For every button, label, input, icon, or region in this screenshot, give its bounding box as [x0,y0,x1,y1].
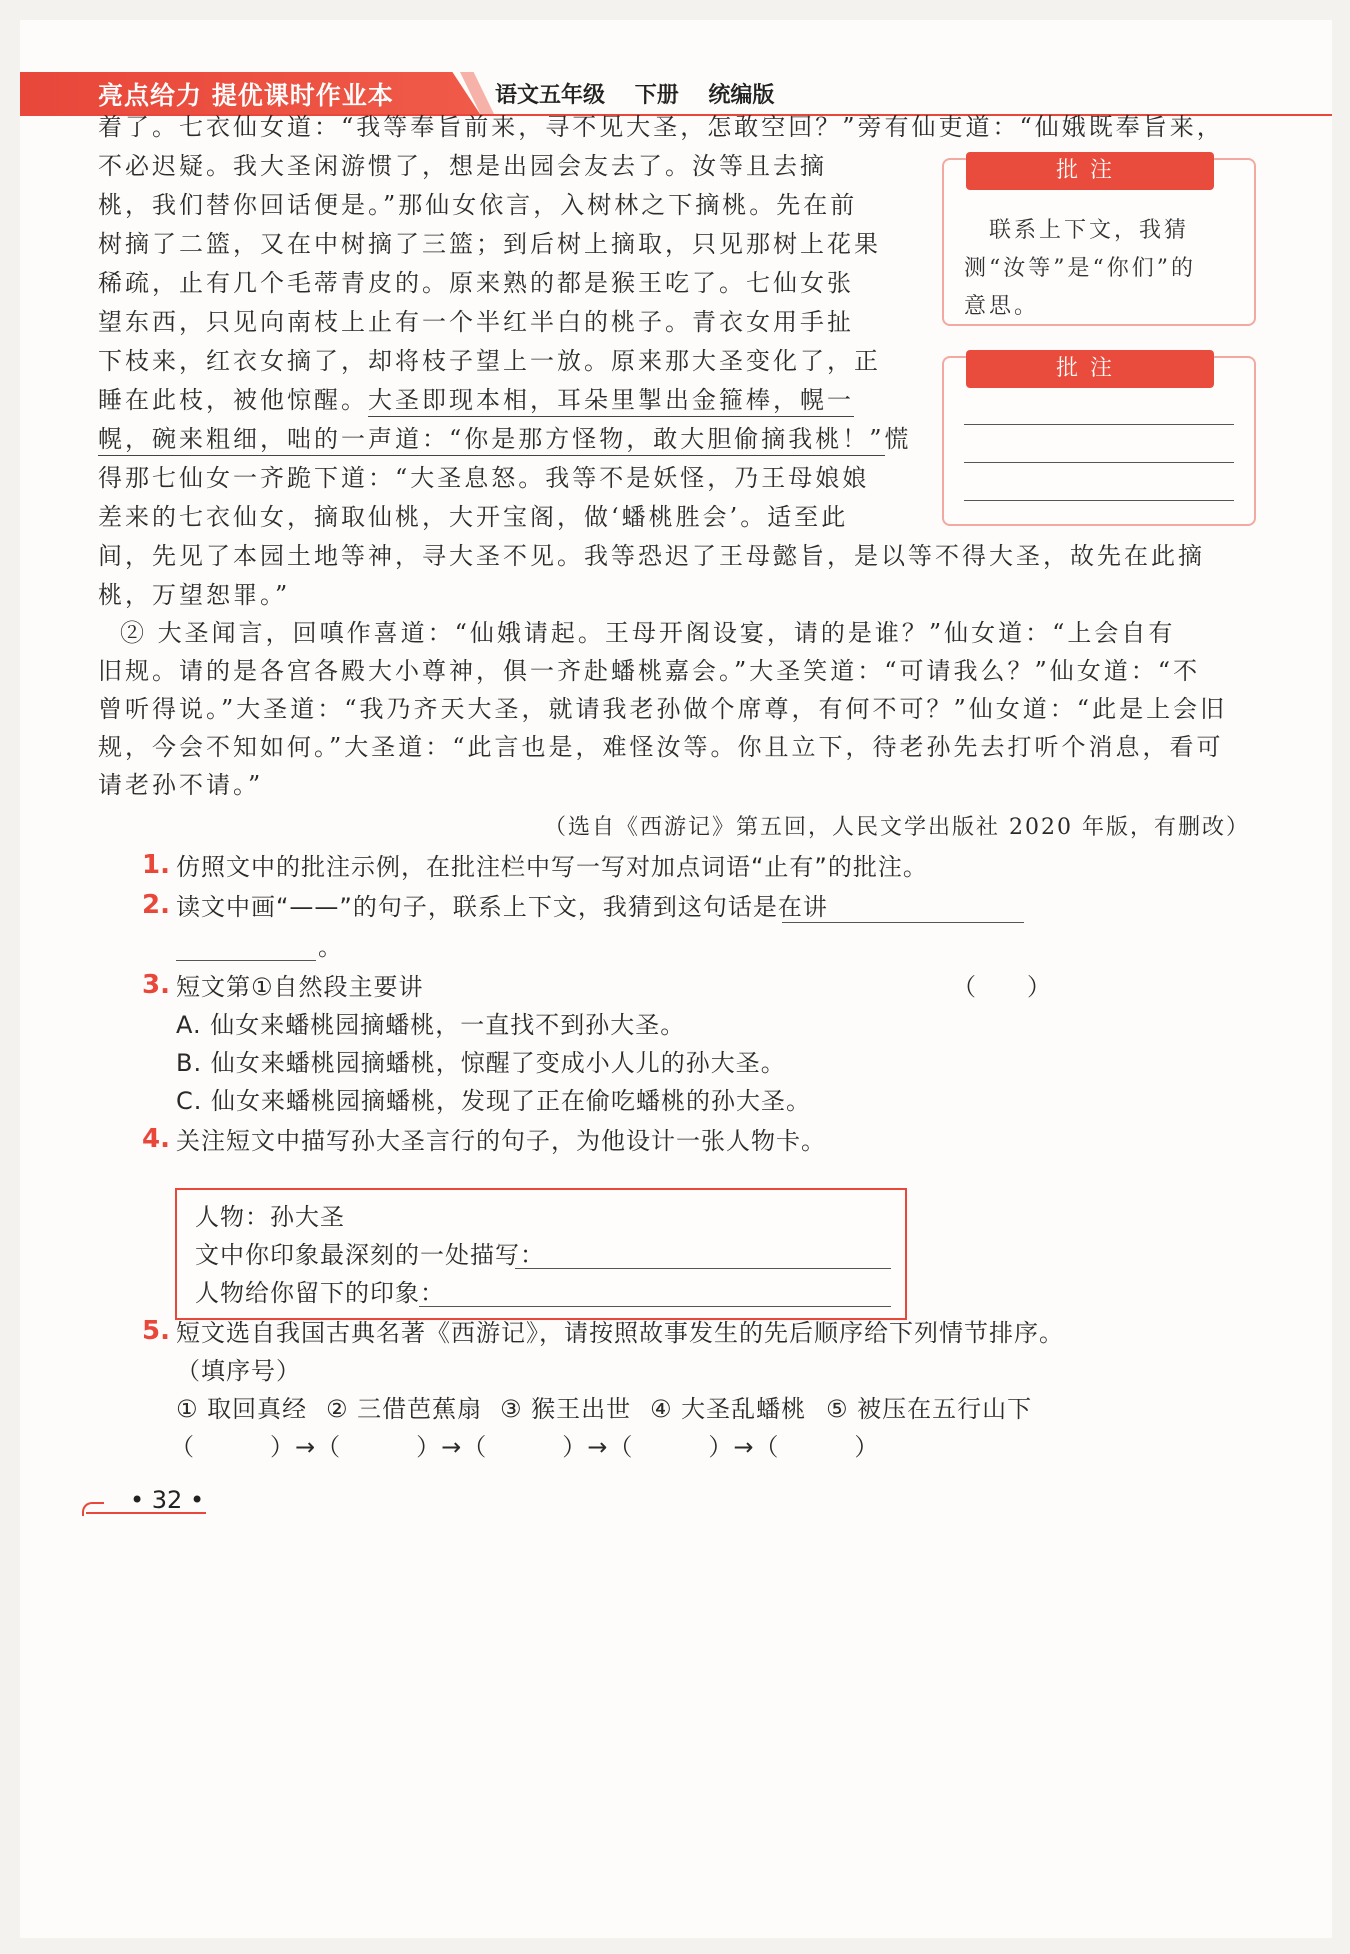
question-4-text: 关注短文中描写孙大圣言行的句子，为他设计一张人物卡。 [176,1127,826,1155]
question-5-text: 短文选自我国古典名著《西游记》，请按照故事发生的先后顺序给下列情节排序。 [176,1319,1064,1347]
plot-item: ① 取回真经 [176,1395,308,1423]
passage-line [98,424,912,454]
passage-line: 着了。七衣仙女道：“我等奉旨前来，寻不见大圣，怎敢空回？”旁有仙吏道：“仙娥既奉旨来， [98,113,1224,141]
question-number: 5. [142,1316,170,1346]
question-number: 3. [142,970,170,1000]
edition: 统编版 [708,83,775,108]
underlined-sentence: 幌，碗来粗细，咄的一声道：“你是那方怪物，敢大胆偷摘我桃！” [98,425,885,456]
option-a[interactable]: A. 仙女来蟠桃园摘蟠桃，一直找不到孙大圣。 [176,1011,686,1039]
character-card [175,1188,907,1320]
question-5-note: （填序号） [176,1357,301,1385]
source-citation: （选自《西游记》第五回，人民文学出版社 2020 年版，有删改） [544,815,1250,840]
passage-line: 桃，我们替你回话便是。”那仙女依言，入树林之下摘桃。先在前 [98,191,858,219]
page-number: • 32 • [130,1486,205,1514]
annotation-write-line[interactable] [964,500,1234,501]
annotation-line: 联系上下文，我猜 [964,218,1190,243]
annotation-line: 测“汝等”是“你们”的 [964,256,1196,281]
option-c[interactable]: C. 仙女来蟠桃园摘蟠桃，发现了正在偷吃蟠桃的孙大圣。 [176,1087,812,1115]
passage-line [98,385,854,415]
question-2-end: 。 [318,933,343,961]
passage-line: 规，今会不知如何。”大圣道：“此言也是，难怪汝等。你且立下，待老孙先去打听个消息，看可 [98,733,1224,761]
underlined-sentence: 大圣即现本相，耳朵里掣出金箍棒，幌一 [368,386,854,417]
answer-blank[interactable] [782,922,1024,923]
card-description-blank[interactable] [515,1268,891,1269]
card-impression-label: 人物给你留下的印象： [195,1279,445,1307]
passage-line: 得那七仙女一齐跪下道：“大圣息怒。我等不是妖怪，乃王母娘娘 [98,464,870,492]
passage-line: ② 大圣闻言，回嗔作喜道：“仙娥请起。王母开阁设宴，请的是谁？”仙女道：“上会自有 [120,619,1176,647]
plot-item: ④ 大圣乱蟠桃 [650,1395,807,1423]
passage-line-text: 睡在此枝，被他惊醒。 [98,386,368,414]
workbook-page [20,20,1332,1938]
passage-line-text: 不必迟疑。我大圣闲游惯了，想是出园会友去了。汝等且去摘 [98,152,827,180]
annotation-box-example [942,158,1256,326]
sequence-blanks[interactable]: （ ）→（ ）→（ ）→（ ）→（ ） [170,1433,880,1461]
passage-line: 下枝来，红衣女摘了，却将枝子望上一放。原来那大圣变化了，正 [98,347,881,375]
subject-grade: 语文五年级 [495,83,606,108]
plot-item: ⑤ 被压在五行山下 [826,1395,1033,1423]
answer-parentheses[interactable]: （ ） [952,973,1052,1001]
option-b[interactable]: B. 仙女来蟠桃园摘蟠桃，惊醒了变成小人儿的孙大圣。 [176,1049,786,1077]
passage-line: 旧规。请的是各宫各殿大小尊神，俱一齐赴蟠桃嘉会。”大圣笑道：“可请我么？”仙女道：“不 [98,657,1201,685]
passage-line: 请老孙不请。” [98,771,264,799]
plot-item: ② 三借芭蕉扇 [326,1395,483,1423]
book-info [495,78,796,109]
passage-line: 树摘了二篮，又在中树摘了三篮；到后树上摘取，只见那树上花果 [98,230,881,258]
card-person: 人物：孙大圣 [195,1203,345,1231]
annotation-header: 批注 [966,350,1214,388]
passage-line: 望东西，只见向南枝上止有一个半红半白的桃子。青衣女用手扯 [98,308,854,336]
passage-line: 桃，万望恕罪。” [98,581,291,609]
annotation-write-line[interactable] [964,462,1234,463]
passage-line-text: 慌 [884,425,912,453]
card-impression-blank[interactable] [419,1306,891,1307]
question-1-text: 仿照文中的批注示例，在批注栏中写一写对加点词语“止有”的批注。 [176,853,928,881]
brand-title: 亮点给力 提优课时作业本 [98,81,394,110]
annotation-header: 批注 [966,152,1214,190]
question-number: 1. [142,850,170,880]
question-number: 4. [142,1124,170,1154]
card-description-label: 文中你印象最深刻的一处描写： [195,1241,545,1269]
question-3-text: 短文第①自然段主要讲 [176,973,424,1001]
passage-line: 差来的七衣仙女，摘取仙桃，大开宝阁，做‘蟠桃胜会’。适至此 [98,503,849,531]
annotation-box-blank [942,356,1256,526]
annotation-example-text [964,212,1236,326]
plot-item: ③ 猴王出世 [500,1395,632,1423]
passage-line [98,151,827,181]
passage-line: 稀疏，止有几个毛蒂青皮的。原来熟的都是猴王吃了。七仙女张 [98,269,854,297]
volume: 下册 [634,83,679,108]
annotation-write-line[interactable] [964,424,1234,425]
answer-blank[interactable] [176,960,316,961]
question-2-text: 读文中画“——”的句子，联系上下文，我猜到这句话是在讲 [176,893,828,921]
passage-line: 曾听得说。”大圣道：“我乃齐天大圣，就请我老孙做个席尊，有何不可？”仙女道：“此是上会旧 [98,695,1228,723]
passage-line: 间，先见了本园土地等神，寻大圣不见。我等恐迟了王母懿旨，是以等不得大圣，故先在此摘 [98,542,1205,570]
annotation-line: 意思。 [964,294,1040,319]
question-number: 2. [142,890,170,920]
